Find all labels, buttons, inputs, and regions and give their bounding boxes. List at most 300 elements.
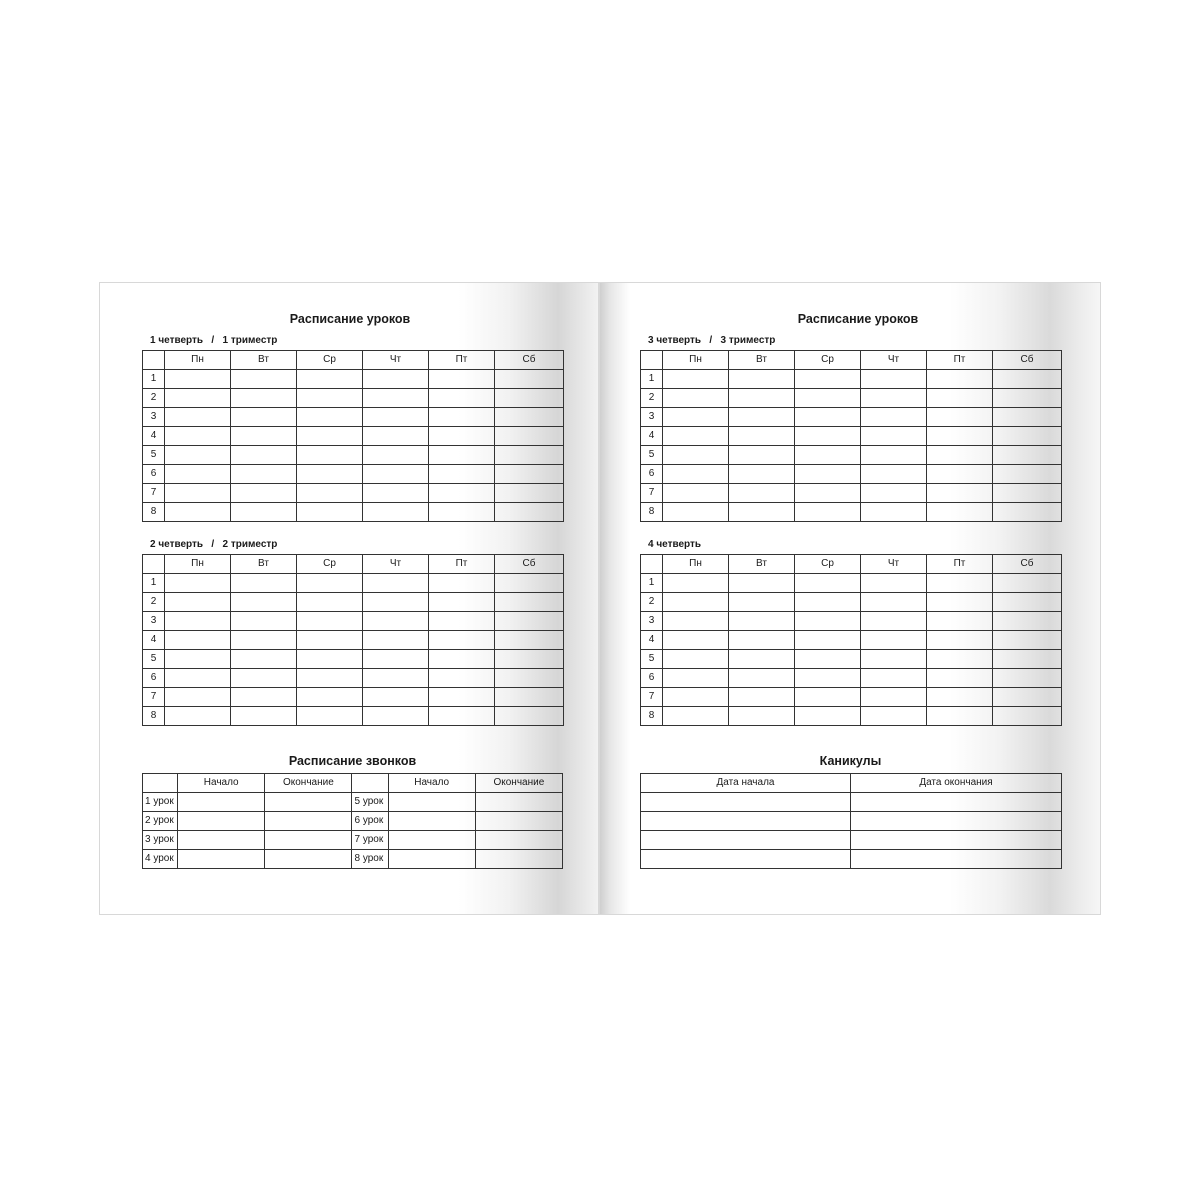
lesson-cell[interactable] [429, 688, 495, 707]
day-header-cell: Пн [165, 555, 231, 574]
lesson-cell[interactable] [495, 612, 564, 631]
lesson-cell[interactable] [729, 631, 795, 650]
bell-time-cell[interactable] [265, 831, 352, 850]
lesson-cell[interactable] [165, 408, 231, 427]
day-header-row [143, 555, 564, 574]
day-header-row [143, 351, 564, 370]
lesson-cell[interactable] [363, 408, 429, 427]
lesson-cell[interactable] [663, 465, 729, 484]
lesson-cell[interactable] [429, 484, 495, 503]
lesson-cell[interactable] [297, 389, 363, 408]
lesson-cell[interactable] [165, 503, 231, 522]
lesson-cell[interactable] [993, 631, 1062, 650]
lesson-cell[interactable] [729, 446, 795, 465]
lesson-cell[interactable] [729, 593, 795, 612]
holiday-date-cell[interactable] [851, 793, 1062, 812]
lesson-cell[interactable] [861, 503, 927, 522]
lesson-number: 8 [641, 707, 663, 726]
lesson-row [641, 370, 1062, 389]
lesson-cell[interactable] [861, 427, 927, 446]
lesson-cell[interactable] [663, 650, 729, 669]
lesson-cell[interactable] [663, 408, 729, 427]
lesson-row [143, 484, 564, 503]
lesson-row [641, 503, 1062, 522]
bell-time-cell[interactable] [388, 793, 475, 812]
lesson-row [143, 408, 564, 427]
lesson-row [143, 574, 564, 593]
lesson-cell[interactable] [795, 593, 861, 612]
bells-header-row [143, 774, 563, 793]
bell-row [143, 812, 563, 831]
holidays-header-cell: Дата окончания [851, 774, 1062, 793]
lesson-cell[interactable] [861, 370, 927, 389]
lesson-cell[interactable] [729, 465, 795, 484]
lesson-row [641, 707, 1062, 726]
schedule-title: Расписание уроков [289, 312, 411, 326]
bell-time-cell[interactable] [388, 850, 475, 869]
lesson-number: 4 [641, 631, 663, 650]
lesson-cell[interactable] [297, 650, 363, 669]
lesson-cell[interactable] [231, 427, 297, 446]
lesson-cell[interactable] [429, 408, 495, 427]
lesson-cell[interactable] [231, 669, 297, 688]
lesson-cell[interactable] [861, 465, 927, 484]
day-header-cell: Чт [861, 351, 927, 370]
lesson-cell[interactable] [231, 574, 297, 593]
lesson-cell[interactable] [165, 427, 231, 446]
lesson-cell[interactable] [795, 484, 861, 503]
lesson-cell[interactable] [231, 650, 297, 669]
lesson-cell[interactable] [861, 446, 927, 465]
lesson-cell[interactable] [495, 427, 564, 446]
bell-time-cell[interactable] [265, 793, 352, 812]
lesson-cell[interactable] [231, 503, 297, 522]
lesson-cell[interactable] [795, 465, 861, 484]
bells-header-cell [352, 774, 388, 793]
lesson-cell[interactable] [165, 707, 231, 726]
bell-time-cell[interactable] [265, 812, 352, 831]
lesson-cell[interactable] [861, 389, 927, 408]
lesson-cell[interactable] [429, 446, 495, 465]
lesson-cell[interactable] [165, 612, 231, 631]
bell-lesson-label: 2 урок [143, 812, 178, 831]
bell-lesson-label: 5 урок [352, 793, 388, 812]
bell-time-cell[interactable] [475, 793, 562, 812]
lesson-cell[interactable] [297, 446, 363, 465]
bell-time-cell[interactable] [388, 831, 475, 850]
lesson-cell[interactable] [927, 574, 993, 593]
lesson-cell[interactable] [663, 593, 729, 612]
lesson-cell[interactable] [993, 484, 1062, 503]
lesson-number: 7 [143, 688, 165, 707]
lesson-cell[interactable] [297, 612, 363, 631]
lesson-cell[interactable] [993, 612, 1062, 631]
lesson-cell[interactable] [795, 389, 861, 408]
lesson-cell[interactable] [363, 503, 429, 522]
bell-time-cell[interactable] [178, 850, 265, 869]
lesson-cell[interactable] [795, 688, 861, 707]
holiday-row [641, 793, 1062, 812]
bell-time-cell[interactable] [265, 850, 352, 869]
lesson-number: 5 [641, 446, 663, 465]
holiday-row [641, 812, 1062, 831]
lesson-cell[interactable] [363, 484, 429, 503]
lesson-cell[interactable] [927, 612, 993, 631]
lesson-cell[interactable] [429, 612, 495, 631]
lesson-cell[interactable] [363, 427, 429, 446]
lesson-cell[interactable] [429, 389, 495, 408]
lesson-cell[interactable] [729, 427, 795, 446]
lesson-cell[interactable] [663, 688, 729, 707]
lesson-cell[interactable] [795, 574, 861, 593]
lesson-cell[interactable] [927, 593, 993, 612]
lesson-cell[interactable] [165, 574, 231, 593]
lesson-cell[interactable] [165, 370, 231, 389]
lesson-number: 8 [143, 503, 165, 522]
lesson-cell[interactable] [663, 503, 729, 522]
lesson-cell[interactable] [297, 707, 363, 726]
schedule-title: Расписание уроков [797, 312, 919, 326]
corner-cell [143, 555, 165, 574]
lesson-row [143, 669, 564, 688]
lesson-cell[interactable] [363, 669, 429, 688]
lesson-cell[interactable] [663, 484, 729, 503]
bell-lesson-label: 4 урок [143, 850, 178, 869]
bell-row [143, 850, 563, 869]
holiday-date-cell[interactable] [851, 812, 1062, 831]
lesson-cell[interactable] [729, 389, 795, 408]
lesson-cell[interactable] [429, 707, 495, 726]
lesson-cell[interactable] [495, 503, 564, 522]
lesson-row [143, 389, 564, 408]
lesson-cell[interactable] [729, 484, 795, 503]
lesson-cell[interactable] [927, 631, 993, 650]
bell-time-cell[interactable] [475, 850, 562, 869]
schedule-table-4 [640, 554, 1062, 726]
lesson-cell[interactable] [927, 707, 993, 726]
lesson-cell[interactable] [861, 612, 927, 631]
lesson-cell[interactable] [165, 446, 231, 465]
bell-time-cell[interactable] [475, 812, 562, 831]
lesson-cell[interactable] [861, 669, 927, 688]
lesson-cell[interactable] [297, 465, 363, 484]
bell-lesson-label: 6 урок [352, 812, 388, 831]
lesson-cell[interactable] [861, 574, 927, 593]
lesson-number: 3 [143, 408, 165, 427]
lesson-cell[interactable] [795, 427, 861, 446]
lesson-cell[interactable] [429, 593, 495, 612]
lesson-number: 3 [641, 408, 663, 427]
lesson-cell[interactable] [495, 574, 564, 593]
day-header-cell: Пт [927, 351, 993, 370]
bells-header-cell: Окончание [265, 774, 352, 793]
lesson-cell[interactable] [297, 427, 363, 446]
lesson-cell[interactable] [993, 389, 1062, 408]
lesson-cell[interactable] [795, 650, 861, 669]
lesson-cell[interactable] [927, 669, 993, 688]
lesson-cell[interactable] [927, 408, 993, 427]
lesson-cell[interactable] [297, 370, 363, 389]
lesson-cell[interactable] [663, 446, 729, 465]
schedule-table-1 [142, 350, 564, 522]
bell-lesson-label: 1 урок [143, 793, 178, 812]
lesson-number: 6 [641, 669, 663, 688]
lesson-cell[interactable] [363, 707, 429, 726]
holiday-date-cell[interactable] [851, 831, 1062, 850]
lesson-cell[interactable] [363, 574, 429, 593]
lesson-cell[interactable] [993, 465, 1062, 484]
day-header-cell: Ср [297, 555, 363, 574]
lesson-cell[interactable] [363, 631, 429, 650]
lesson-cell[interactable] [297, 593, 363, 612]
lesson-cell[interactable] [495, 484, 564, 503]
bells-title: Расписание звонков [288, 754, 417, 768]
lesson-cell[interactable] [861, 593, 927, 612]
holiday-row [641, 831, 1062, 850]
lesson-cell[interactable] [297, 574, 363, 593]
day-header-cell: Сб [993, 351, 1062, 370]
lesson-cell[interactable] [927, 389, 993, 408]
holiday-date-cell[interactable] [851, 850, 1062, 869]
lesson-cell[interactable] [231, 389, 297, 408]
lesson-row [143, 612, 564, 631]
lesson-number: 5 [143, 650, 165, 669]
lesson-cell[interactable] [861, 707, 927, 726]
lesson-cell[interactable] [231, 631, 297, 650]
holiday-date-cell[interactable] [641, 812, 851, 831]
lesson-cell[interactable] [927, 650, 993, 669]
lesson-cell[interactable] [729, 650, 795, 669]
lesson-cell[interactable] [231, 408, 297, 427]
bell-time-cell[interactable] [178, 793, 265, 812]
lesson-number: 2 [143, 593, 165, 612]
day-header-cell: Пт [429, 351, 495, 370]
lesson-cell[interactable] [927, 370, 993, 389]
lesson-cell[interactable] [861, 484, 927, 503]
lesson-row [143, 688, 564, 707]
lesson-cell[interactable] [429, 427, 495, 446]
lesson-cell[interactable] [495, 631, 564, 650]
lesson-cell[interactable] [495, 707, 564, 726]
lesson-row [641, 408, 1062, 427]
holidays-title: Каникулы [819, 754, 882, 768]
lesson-cell[interactable] [231, 446, 297, 465]
lesson-cell[interactable] [495, 446, 564, 465]
lesson-cell[interactable] [363, 465, 429, 484]
holiday-date-cell[interactable] [641, 793, 851, 812]
lesson-cell[interactable] [861, 650, 927, 669]
lesson-cell[interactable] [231, 370, 297, 389]
day-header-cell: Пн [663, 555, 729, 574]
lesson-cell[interactable] [363, 389, 429, 408]
lesson-cell[interactable] [165, 688, 231, 707]
bells-header-cell: Окончание [475, 774, 562, 793]
lesson-number: 7 [641, 688, 663, 707]
lesson-cell[interactable] [231, 612, 297, 631]
lesson-number: 8 [641, 503, 663, 522]
lesson-cell[interactable] [993, 446, 1062, 465]
lesson-cell[interactable] [663, 612, 729, 631]
lesson-cell[interactable] [363, 688, 429, 707]
lesson-row [143, 593, 564, 612]
lesson-cell[interactable] [165, 669, 231, 688]
day-header-cell: Пн [165, 351, 231, 370]
corner-cell [641, 555, 663, 574]
lesson-number: 6 [641, 465, 663, 484]
lesson-number: 1 [143, 370, 165, 389]
lesson-cell[interactable] [297, 688, 363, 707]
lesson-cell[interactable] [993, 370, 1062, 389]
lesson-row [641, 688, 1062, 707]
lesson-row [641, 631, 1062, 650]
lesson-cell[interactable] [297, 503, 363, 522]
lesson-cell[interactable] [795, 446, 861, 465]
lesson-cell[interactable] [993, 650, 1062, 669]
day-header-cell: Вт [729, 351, 795, 370]
left-page [99, 282, 599, 915]
lesson-cell[interactable] [729, 503, 795, 522]
lesson-cell[interactable] [663, 370, 729, 389]
lesson-cell[interactable] [165, 631, 231, 650]
lesson-cell[interactable] [363, 446, 429, 465]
bell-row [143, 793, 563, 812]
lesson-cell[interactable] [297, 484, 363, 503]
lesson-cell[interactable] [363, 612, 429, 631]
lesson-row [641, 669, 1062, 688]
quarter-3-label: 3 четверть / 3 триместр [648, 335, 776, 346]
bell-lesson-label: 8 урок [352, 850, 388, 869]
lesson-cell[interactable] [495, 389, 564, 408]
lesson-cell[interactable] [795, 669, 861, 688]
holidays-header-row [641, 774, 1062, 793]
lesson-cell[interactable] [429, 650, 495, 669]
lesson-number: 4 [641, 427, 663, 446]
bell-time-cell[interactable] [388, 812, 475, 831]
lesson-cell[interactable] [795, 503, 861, 522]
lesson-number: 3 [143, 612, 165, 631]
lesson-cell[interactable] [231, 593, 297, 612]
lesson-cell[interactable] [861, 631, 927, 650]
lesson-cell[interactable] [429, 370, 495, 389]
lesson-number: 2 [143, 389, 165, 408]
lesson-cell[interactable] [165, 593, 231, 612]
lesson-cell[interactable] [429, 503, 495, 522]
lesson-cell[interactable] [795, 612, 861, 631]
lesson-cell[interactable] [861, 408, 927, 427]
lesson-cell[interactable] [729, 370, 795, 389]
lesson-cell[interactable] [231, 465, 297, 484]
lesson-cell[interactable] [495, 688, 564, 707]
lesson-cell[interactable] [927, 446, 993, 465]
lesson-cell[interactable] [993, 427, 1062, 446]
day-header-cell: Сб [495, 351, 564, 370]
holiday-date-cell[interactable] [641, 831, 851, 850]
lesson-cell[interactable] [297, 669, 363, 688]
day-header-cell: Пт [429, 555, 495, 574]
holiday-row [641, 850, 1062, 869]
lesson-cell[interactable] [165, 484, 231, 503]
lesson-cell[interactable] [495, 465, 564, 484]
lesson-cell[interactable] [495, 593, 564, 612]
lesson-cell[interactable] [495, 650, 564, 669]
lesson-cell[interactable] [495, 408, 564, 427]
lesson-cell[interactable] [993, 688, 1062, 707]
lesson-cell[interactable] [729, 574, 795, 593]
lesson-cell[interactable] [363, 593, 429, 612]
bell-time-cell[interactable] [178, 831, 265, 850]
lesson-row [641, 593, 1062, 612]
lesson-cell[interactable] [231, 484, 297, 503]
lesson-cell[interactable] [363, 370, 429, 389]
lesson-cell[interactable] [495, 370, 564, 389]
lesson-cell[interactable] [363, 650, 429, 669]
lesson-cell[interactable] [795, 707, 861, 726]
lesson-cell[interactable] [429, 465, 495, 484]
lesson-cell[interactable] [993, 593, 1062, 612]
lesson-cell[interactable] [231, 707, 297, 726]
lesson-cell[interactable] [927, 688, 993, 707]
lesson-cell[interactable] [231, 688, 297, 707]
day-header-cell: Пн [663, 351, 729, 370]
lesson-cell[interactable] [993, 574, 1062, 593]
lesson-cell[interactable] [795, 408, 861, 427]
lesson-cell[interactable] [429, 574, 495, 593]
lesson-cell[interactable] [927, 503, 993, 522]
bells-header-cell: Начало [388, 774, 475, 793]
lesson-cell[interactable] [165, 389, 231, 408]
lesson-cell[interactable] [861, 688, 927, 707]
lesson-cell[interactable] [795, 370, 861, 389]
lesson-cell[interactable] [729, 707, 795, 726]
lesson-cell[interactable] [993, 707, 1062, 726]
schedule-table-3 [640, 350, 1062, 522]
lesson-cell[interactable] [165, 465, 231, 484]
lesson-cell[interactable] [663, 574, 729, 593]
lesson-cell[interactable] [927, 427, 993, 446]
lesson-cell[interactable] [663, 631, 729, 650]
lesson-cell[interactable] [663, 389, 729, 408]
bell-time-cell[interactable] [178, 812, 265, 831]
lesson-cell[interactable] [297, 631, 363, 650]
lesson-cell[interactable] [663, 669, 729, 688]
lesson-cell[interactable] [729, 688, 795, 707]
lesson-cell[interactable] [993, 408, 1062, 427]
lesson-cell[interactable] [729, 408, 795, 427]
lesson-cell[interactable] [993, 503, 1062, 522]
lesson-cell[interactable] [165, 650, 231, 669]
corner-cell [143, 351, 165, 370]
lesson-row [143, 465, 564, 484]
lesson-cell[interactable] [729, 612, 795, 631]
lesson-cell[interactable] [429, 669, 495, 688]
quarter-2-label: 2 четверть / 2 триместр [150, 539, 278, 550]
lesson-cell[interactable] [297, 408, 363, 427]
lesson-cell[interactable] [429, 631, 495, 650]
lesson-row [143, 503, 564, 522]
lesson-row [641, 427, 1062, 446]
lesson-cell[interactable] [729, 669, 795, 688]
lesson-cell[interactable] [663, 707, 729, 726]
lesson-cell[interactable] [495, 669, 564, 688]
lesson-cell[interactable] [993, 669, 1062, 688]
lesson-cell[interactable] [663, 427, 729, 446]
holiday-date-cell[interactable] [641, 850, 851, 869]
lesson-cell[interactable] [927, 484, 993, 503]
bell-time-cell[interactable] [475, 831, 562, 850]
lesson-cell[interactable] [927, 465, 993, 484]
lesson-cell[interactable] [795, 631, 861, 650]
day-header-cell: Ср [795, 351, 861, 370]
